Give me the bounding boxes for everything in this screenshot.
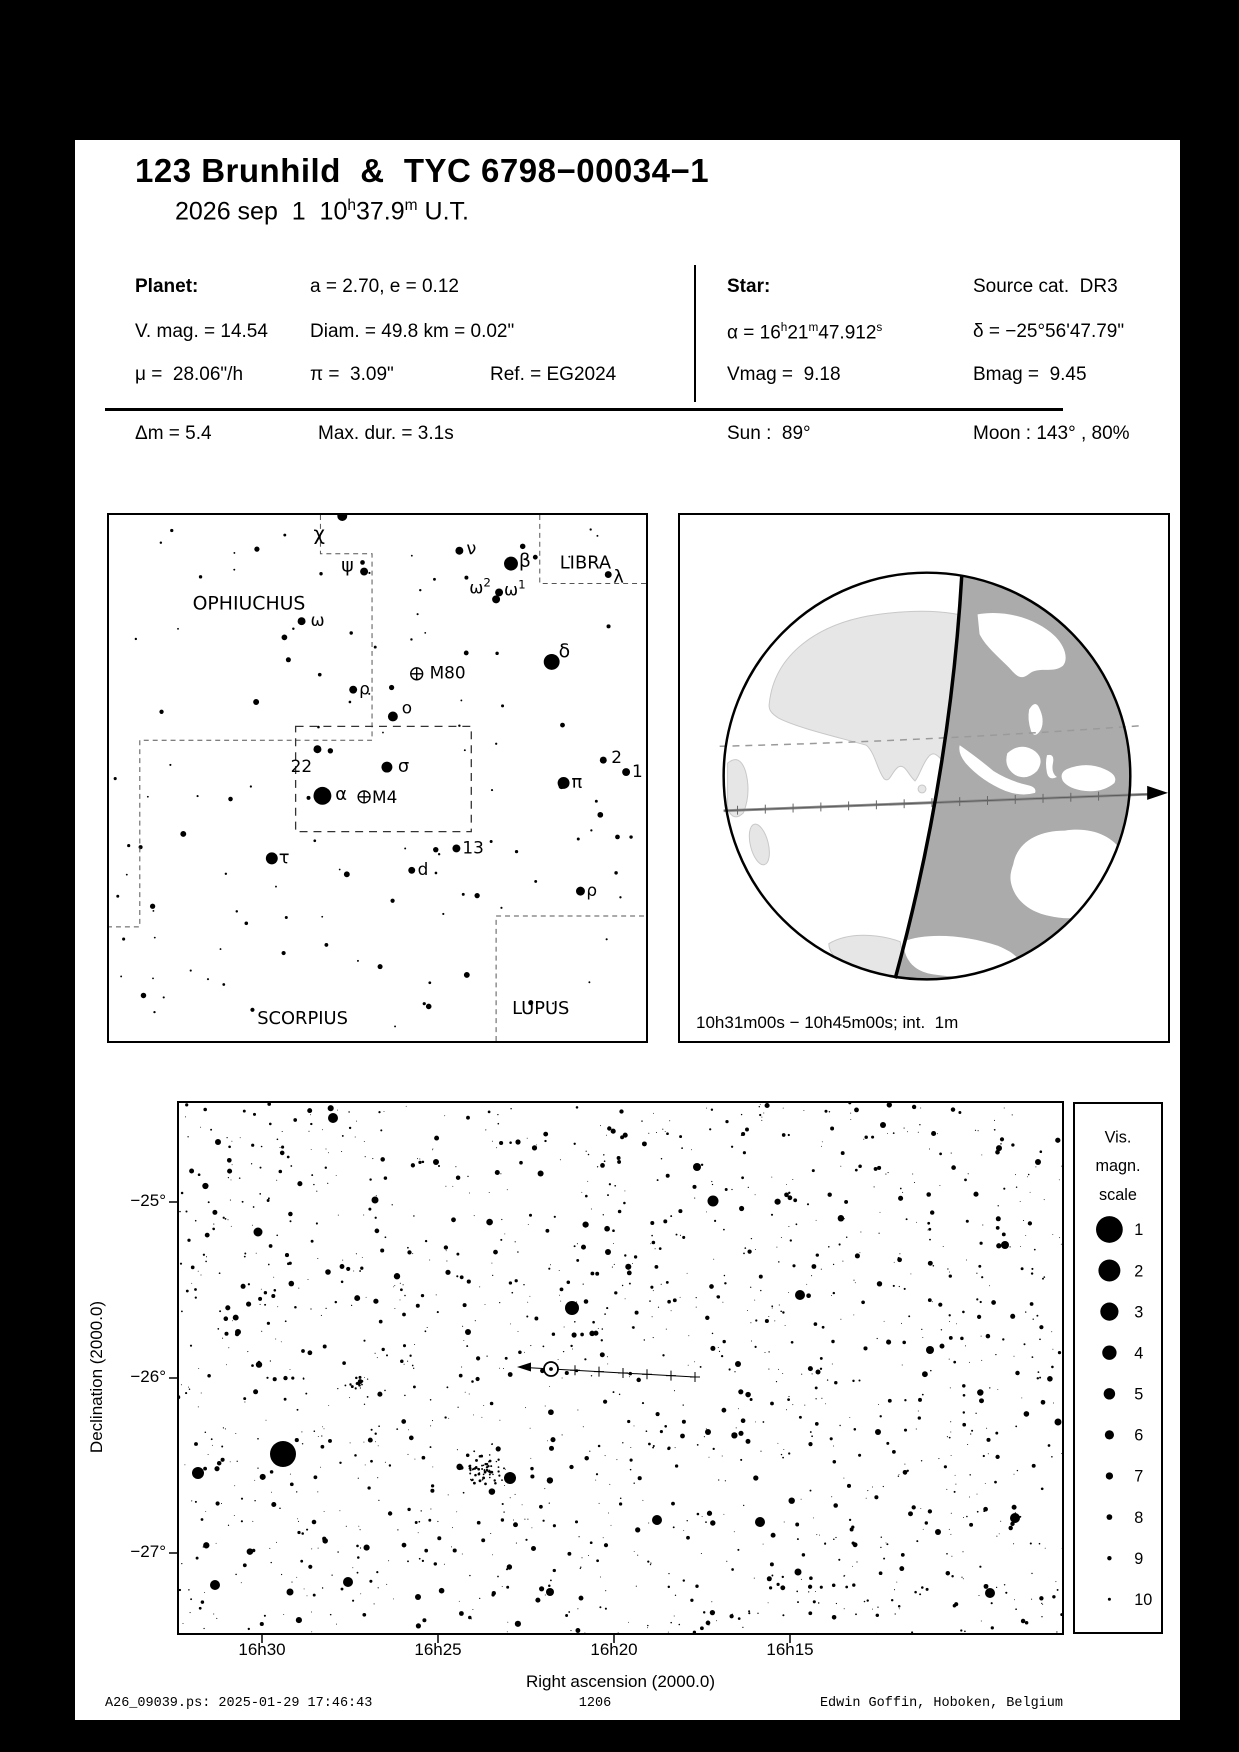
star-dot bbox=[652, 1515, 662, 1525]
planet-heading: Planet: bbox=[135, 276, 199, 297]
star-dot bbox=[755, 1517, 765, 1527]
finder-field-outline bbox=[296, 726, 472, 831]
star-source-catalog: Source cat. DR3 bbox=[973, 276, 1118, 297]
star-cluster bbox=[468, 1454, 505, 1485]
star-dot bbox=[408, 867, 415, 874]
path-arrow bbox=[517, 1363, 531, 1372]
planet-parallax: π = 3.09" bbox=[310, 364, 394, 385]
track-time-caption: 10h31m00s − 10h45m00s; int. 1m bbox=[696, 1013, 959, 1032]
star-dot bbox=[875, 1429, 881, 1435]
star-dot bbox=[490, 840, 493, 843]
star-dec: δ = −25°56'47.79" bbox=[973, 321, 1125, 342]
chart-label: ω bbox=[310, 610, 325, 631]
document-page bbox=[75, 140, 1180, 1720]
legend-dot-label: 6 bbox=[1134, 1426, 1144, 1445]
star-dot bbox=[266, 852, 278, 864]
chart-label: LUPUS bbox=[512, 998, 570, 1020]
ra-tick-16h25: 16h25 bbox=[414, 1640, 462, 1659]
legend-title-line: scale bbox=[1099, 1185, 1137, 1204]
star-dot bbox=[235, 1329, 241, 1335]
legend-dot bbox=[1096, 1216, 1123, 1243]
legend-dot-label: 1 bbox=[1134, 1221, 1144, 1240]
star-dot bbox=[504, 1472, 516, 1484]
planet-reference: Ref. = EG2024 bbox=[490, 364, 617, 385]
star-dot bbox=[388, 712, 398, 722]
constellation-chart bbox=[107, 513, 648, 1043]
magnitude-legend-canvas bbox=[1075, 1104, 1161, 1632]
magnitude-legend bbox=[1073, 1102, 1163, 1634]
star-dot bbox=[605, 1249, 611, 1255]
star-dot bbox=[546, 1588, 554, 1596]
chart-label: χ bbox=[313, 521, 325, 545]
event-datetime: 2026 sep 1 10$^h$37.9$^m$ U.T. bbox=[175, 197, 469, 226]
legend-dot-label: 7 bbox=[1134, 1467, 1144, 1486]
star-dot bbox=[816, 1370, 821, 1375]
legend-dot bbox=[1108, 1598, 1111, 1601]
dec-tick-m27: −27° bbox=[130, 1542, 166, 1561]
legend-dot-label: 2 bbox=[1134, 1262, 1144, 1281]
star-dot bbox=[287, 1589, 294, 1596]
globe-panel bbox=[678, 513, 1170, 1043]
chart-label: d bbox=[417, 859, 429, 880]
star-dot bbox=[254, 1228, 263, 1237]
legend-dot bbox=[1105, 1430, 1114, 1439]
legend-dot-label: 3 bbox=[1134, 1303, 1144, 1322]
star-dot bbox=[1010, 1513, 1020, 1523]
legend-dot-label: 10 bbox=[1134, 1590, 1153, 1609]
footer-page-number: 1206 bbox=[578, 1696, 612, 1711]
star-dot bbox=[337, 515, 347, 521]
star-heading: Star: bbox=[727, 276, 771, 297]
chart-label: β bbox=[518, 550, 531, 572]
star-dot bbox=[693, 1163, 701, 1171]
legend-dot bbox=[1102, 1346, 1116, 1360]
chart-label: $\omega^2$ bbox=[469, 575, 491, 598]
constellation-boundary bbox=[109, 515, 372, 927]
background-stars bbox=[114, 528, 633, 1030]
constellation-boundary bbox=[496, 916, 646, 1041]
star-dot bbox=[313, 787, 331, 805]
magnitude-drop: Δm = 5.4 bbox=[135, 423, 212, 444]
chart-label: M4 bbox=[372, 786, 398, 807]
globe-map bbox=[680, 515, 1168, 1041]
star-dot bbox=[325, 1269, 331, 1275]
star-dot bbox=[360, 568, 368, 576]
star-dot bbox=[515, 1139, 520, 1144]
chart-label: π bbox=[571, 771, 583, 793]
table-rule bbox=[105, 408, 1063, 411]
chart-label: ρ bbox=[586, 880, 598, 901]
chart-label: 1 bbox=[632, 761, 643, 782]
star-dot bbox=[926, 1346, 934, 1354]
star-dot bbox=[565, 1301, 579, 1315]
star-dot bbox=[495, 588, 503, 596]
constellation-chart-canvas bbox=[109, 515, 646, 1041]
planet-orbit: a = 2.70, e = 0.12 bbox=[310, 276, 459, 297]
sun-elongation: Sun : 89° bbox=[727, 423, 811, 444]
star-dot bbox=[455, 547, 463, 555]
planet-vmag: V. mag. = 14.54 bbox=[135, 321, 268, 342]
star-bmag: Bmag = 9.45 bbox=[973, 364, 1087, 385]
finder-chart bbox=[138, 1062, 1103, 1682]
deep-sky-symbol bbox=[411, 668, 423, 680]
page-title: 123 Brunhild & TYC 6798−00034−1 bbox=[135, 152, 710, 189]
star-dot bbox=[795, 1290, 805, 1300]
footer-author: Edwin Goffin, Hoboken, Belgium bbox=[819, 1696, 1063, 1711]
star-dot bbox=[372, 1197, 379, 1204]
legend-dot-label: 4 bbox=[1134, 1344, 1144, 1363]
star-dot bbox=[708, 1196, 719, 1207]
star-dot bbox=[1055, 1419, 1062, 1426]
x-axis-title: Right ascension (2000.0) bbox=[525, 1672, 715, 1691]
track-arrow bbox=[1147, 786, 1168, 800]
star-dot bbox=[622, 768, 630, 776]
planet-diameter: Diam. = 49.8 km = 0.02" bbox=[310, 321, 515, 342]
chart-label: 2 bbox=[611, 747, 622, 768]
star-dot bbox=[192, 1467, 204, 1479]
star-dot bbox=[544, 654, 560, 670]
chart-label: ψ bbox=[341, 555, 354, 577]
star-dot bbox=[215, 1139, 221, 1145]
star-dot bbox=[307, 796, 311, 800]
star-dot bbox=[1001, 1241, 1009, 1249]
chart-label: 22 bbox=[290, 756, 313, 777]
chart-label: SCORPIUS bbox=[257, 1008, 348, 1030]
chart-label: ρ bbox=[359, 678, 370, 699]
star-dot bbox=[452, 844, 460, 852]
dec-tick-m26: −26° bbox=[130, 1367, 166, 1386]
ra-tick-16h15: 16h15 bbox=[766, 1640, 814, 1659]
ra-tick-16h20: 16h20 bbox=[590, 1640, 638, 1659]
legend-title-line: magn. bbox=[1095, 1157, 1141, 1176]
ra-tick-16h30: 16h30 bbox=[238, 1640, 286, 1659]
footer-filename: A26_09039.ps: 2025-01-29 17:46:43 bbox=[105, 1696, 373, 1711]
legend-dot bbox=[1107, 1514, 1113, 1520]
star-dot bbox=[880, 1122, 886, 1128]
deep-sky-symbol bbox=[358, 791, 370, 803]
chart-label: δ bbox=[558, 640, 571, 662]
star-dot bbox=[705, 1429, 711, 1435]
max-duration: Max. dur. = 3.1s bbox=[318, 423, 454, 444]
star-dot bbox=[504, 557, 518, 571]
legend-dot-label: 5 bbox=[1134, 1385, 1144, 1404]
legend-dot bbox=[1098, 1260, 1120, 1282]
legend-dot bbox=[1100, 1303, 1118, 1321]
star-dot bbox=[935, 1529, 941, 1535]
star-dot bbox=[576, 887, 585, 896]
legend-title-line: Vis. bbox=[1104, 1128, 1132, 1147]
target-star-marker bbox=[544, 1362, 558, 1376]
chart-label: $\omega^1$ bbox=[504, 577, 526, 600]
legend-dot bbox=[1107, 1556, 1111, 1560]
moon-elongation: Moon : 143° , 80% bbox=[973, 423, 1130, 444]
table-divider bbox=[694, 265, 696, 402]
chart-label: OPHIUCHUS bbox=[192, 593, 306, 615]
star-dot bbox=[270, 1441, 296, 1467]
chart-label: LIBRA bbox=[559, 552, 612, 574]
star-dot bbox=[735, 1361, 741, 1367]
chart-label: σ bbox=[397, 756, 410, 778]
star-dot bbox=[349, 686, 357, 694]
chart-label: 13 bbox=[462, 837, 484, 858]
star-dot bbox=[210, 1580, 220, 1590]
planet-motion: μ = 28.06"/h bbox=[135, 364, 244, 385]
legend-dot bbox=[1106, 1472, 1113, 1479]
star-dot bbox=[381, 762, 392, 773]
star-dot bbox=[433, 1159, 439, 1165]
chart-label: λ bbox=[613, 566, 624, 588]
chart-frame bbox=[178, 1102, 1063, 1634]
star-vmag: Vmag = 9.18 bbox=[727, 364, 841, 385]
star-dot bbox=[558, 777, 570, 789]
chart-label: α bbox=[335, 783, 348, 805]
chart-label: ν bbox=[466, 538, 477, 560]
star-dot bbox=[313, 745, 321, 753]
chart-label: τ bbox=[278, 847, 290, 869]
y-axis-title: Declination (2000.0) bbox=[87, 1300, 106, 1454]
star-dot bbox=[795, 1569, 802, 1576]
legend-dot-label: 8 bbox=[1134, 1508, 1144, 1527]
star-ra: $\alpha = 16^h21^m47.912^s$ bbox=[727, 321, 883, 344]
legend-dot-label: 9 bbox=[1134, 1549, 1144, 1568]
chart-label: M80 bbox=[429, 662, 466, 683]
dec-tick-m25: −25° bbox=[130, 1191, 166, 1210]
star-dot bbox=[415, 1594, 421, 1600]
star-dot bbox=[985, 1588, 995, 1598]
star-dot bbox=[298, 617, 306, 625]
star-dot bbox=[1035, 1159, 1041, 1165]
star-dot bbox=[343, 1577, 353, 1587]
star-dot bbox=[328, 1113, 338, 1123]
star-dot bbox=[465, 1329, 471, 1335]
chart-label: o bbox=[401, 697, 413, 718]
star-dot bbox=[492, 595, 500, 603]
star-dot bbox=[600, 757, 607, 764]
legend-dot bbox=[1104, 1388, 1115, 1399]
